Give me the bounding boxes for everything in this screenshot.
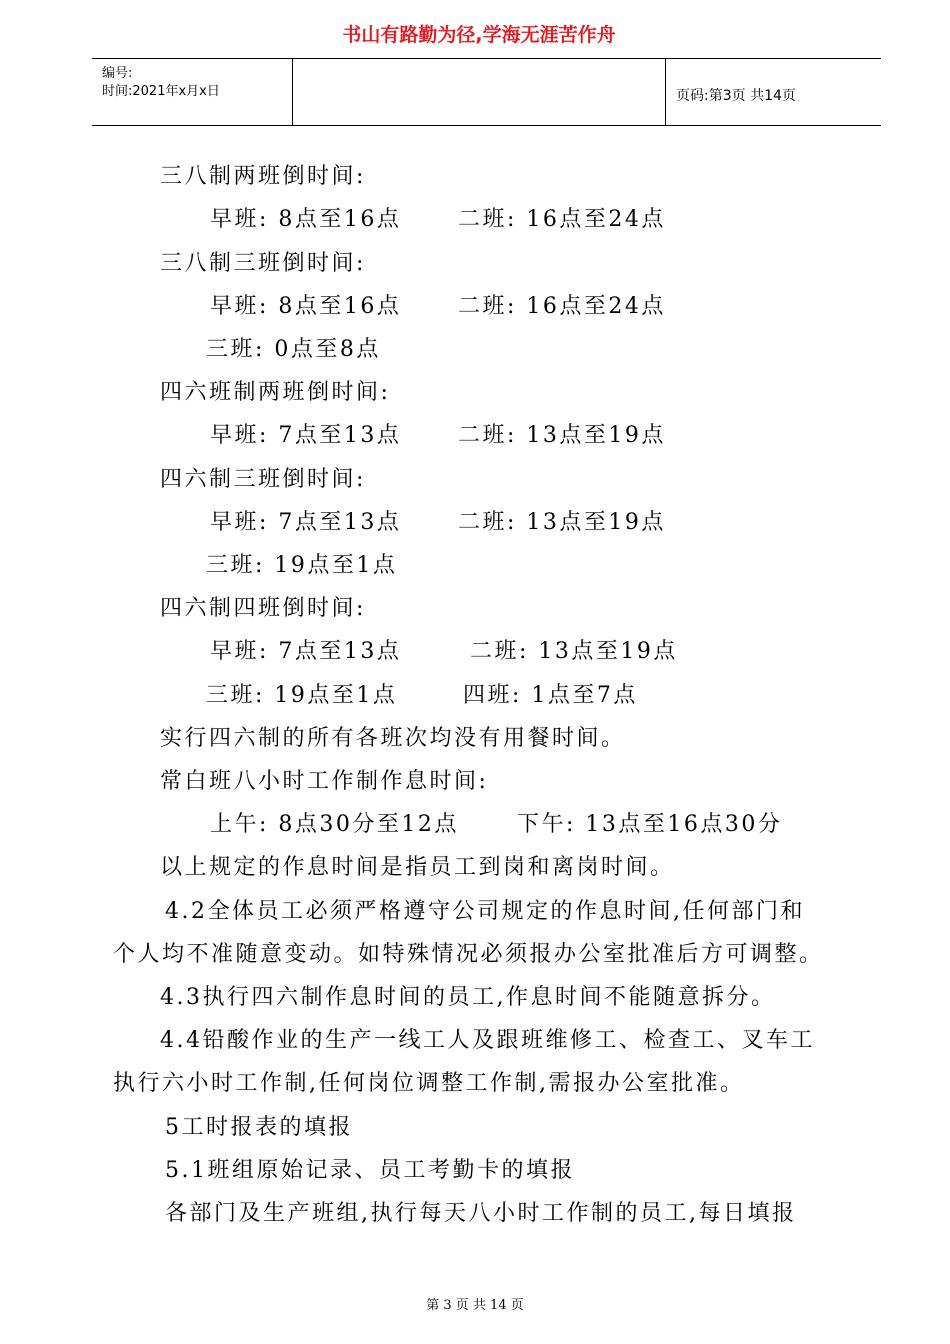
shift-time: 二班: 13点至19点 bbox=[458, 510, 666, 535]
section-heading: 四六制四班倒时间: bbox=[160, 596, 366, 621]
shift-time: 上午: 8点30分至12点 bbox=[210, 812, 459, 837]
paragraph-text: 实行四六制的所有各班次均没有用餐时间。 bbox=[160, 726, 626, 751]
paragraph-text: 4.4铅酸作业的生产一线工人及跟班维修工、检查工、叉车工 bbox=[160, 1028, 815, 1053]
paragraph-text: 4.3执行四六制作息时间的员工,作息时间不能随意拆分。 bbox=[160, 985, 776, 1010]
paragraph-text: 以上规定的作息时间是指员工到岗和离岗时间。 bbox=[160, 855, 675, 880]
section-heading: 三八制三班倒时间: bbox=[160, 251, 366, 276]
shift-time: 三班: 19点至1点 bbox=[206, 683, 398, 708]
section-heading: 5工时报表的填报 bbox=[165, 1115, 353, 1140]
shift-time: 二班: 16点至24点 bbox=[458, 294, 666, 319]
header-divider bbox=[292, 59, 293, 125]
section-heading: 四六班制两班倒时间: bbox=[160, 380, 391, 405]
shift-time: 二班: 16点至24点 bbox=[458, 207, 666, 232]
header-page-label: 页码:第3页 共14页 bbox=[676, 88, 796, 104]
shift-time: 下午: 13点至16点30分 bbox=[517, 812, 783, 837]
header-serial-label: 编号: bbox=[102, 66, 133, 81]
page-footer: 第 3 页 共 14 页 bbox=[426, 1298, 524, 1313]
section-heading: 5.1班组原始记录、员工考勤卡的填报 bbox=[165, 1158, 575, 1183]
shift-time: 早班: 8点至16点 bbox=[210, 294, 402, 319]
header-motto: 书山有路勤为径,学海无涯苦作舟 bbox=[342, 24, 616, 46]
paragraph-text: 执行六小时工作制,任何岗位调整工作制,需报办公室批准。 bbox=[113, 1071, 745, 1096]
shift-time: 早班: 7点至13点 bbox=[210, 639, 402, 664]
section-heading: 常白班八小时工作制作息时间: bbox=[160, 769, 489, 794]
header-time-label: 时间:2021年x月x日 bbox=[102, 84, 220, 99]
section-heading: 三八制两班倒时间: bbox=[160, 164, 366, 189]
shift-time: 早班: 7点至13点 bbox=[210, 423, 402, 448]
shift-time: 早班: 8点至16点 bbox=[210, 207, 402, 232]
header-divider bbox=[665, 59, 666, 125]
shift-time: 早班: 7点至13点 bbox=[210, 510, 402, 535]
paragraph-text: 各部门及生产班组,执行每天八小时工作制的员工,每日填报 bbox=[165, 1201, 797, 1226]
shift-time: 二班: 13点至19点 bbox=[458, 423, 666, 448]
paragraph-text: 个人均不准随意变动。如特殊情况必须报办公室批准后方可调整。 bbox=[113, 942, 824, 967]
shift-time: 四班: 1点至7点 bbox=[463, 683, 638, 708]
paragraph-text: 4.2全体员工必须严格遵守公司规定的作息时间,任何部门和 bbox=[165, 899, 805, 924]
section-heading: 四六制三班倒时间: bbox=[160, 467, 366, 492]
shift-time: 三班: 19点至1点 bbox=[206, 553, 398, 578]
shift-time: 二班: 13点至19点 bbox=[470, 639, 678, 664]
shift-time: 三班: 0点至8点 bbox=[206, 337, 381, 362]
